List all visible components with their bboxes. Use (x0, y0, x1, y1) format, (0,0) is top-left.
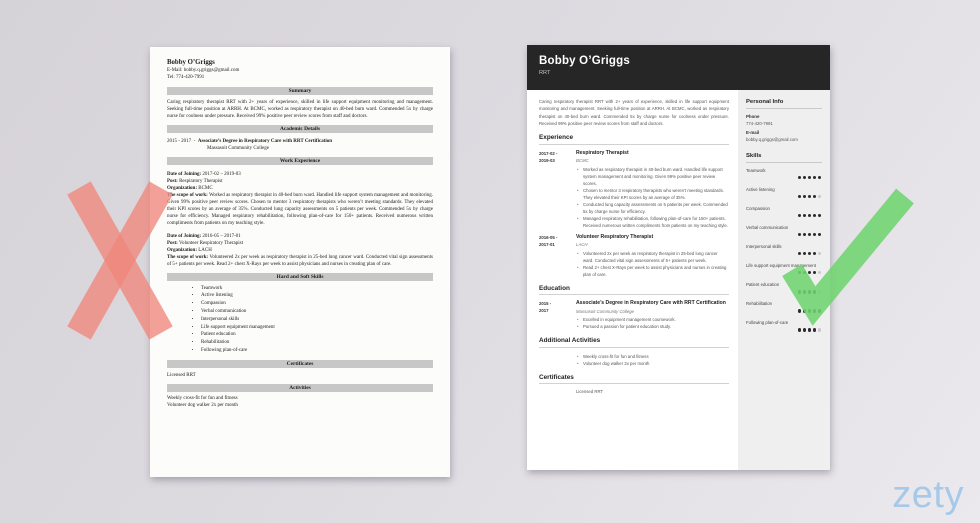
skill-rating (746, 328, 822, 331)
skill-dot (808, 176, 811, 179)
bad-skills-list (201, 285, 433, 355)
skill-rating (746, 233, 822, 236)
skill-dot (803, 233, 806, 236)
skill-dot (803, 176, 806, 179)
cross-stroke (79, 188, 161, 333)
date-from: 2017-02 - (539, 150, 558, 156)
entry-role: Respiratory Therapist (576, 149, 629, 156)
skill-dot (818, 271, 821, 274)
skill-dot (813, 252, 816, 255)
list-item: • Read 2+ chest X-Rays per week to assist physicians and nurses in creating plan of care. (576, 264, 729, 278)
email-label: E-mail (746, 129, 760, 135)
entry-content (576, 300, 729, 330)
entry-dates (539, 300, 576, 330)
entry-dates (539, 234, 576, 278)
skill-dot (803, 328, 806, 331)
list-item: • Volunteer dog walker 2x per month (576, 360, 729, 367)
list-item: • Life support equipment management (201, 324, 433, 332)
skill-name: Patient education (746, 281, 780, 287)
certificates-text: Licensed RRT (576, 389, 604, 395)
job-org-label: Organization: (167, 247, 197, 253)
phone-value: 774-420-7991 (746, 121, 773, 126)
skill-name: Interpersonal skills (746, 243, 782, 249)
skill-rating (746, 290, 822, 293)
date-to: 2017 (539, 308, 549, 314)
skill-dot (813, 309, 816, 312)
skill-dot (808, 214, 811, 217)
entry-bullets (576, 316, 729, 330)
certificates-entry (539, 389, 729, 394)
skill-dot (818, 290, 821, 293)
bad-resume-phone: Tel: 774-420-7991 (167, 74, 205, 80)
skill-dot (798, 328, 801, 331)
job-post-line (167, 240, 433, 247)
skill-rating (746, 309, 822, 312)
skill-name: Compassion (746, 205, 770, 211)
skill-dot (808, 271, 811, 274)
academic-degree: Associate’s Degree in Respiratory Care with RRT Certification (197, 138, 333, 144)
section-bar-academic-details: Academic Details (167, 125, 433, 133)
good-resume-job-title: RRT (539, 70, 551, 76)
skill-item (746, 244, 822, 256)
entry-dates (539, 353, 576, 367)
skill-rating (746, 271, 822, 274)
skill-rating (746, 176, 822, 179)
list-item: • Rehabilitation (201, 339, 433, 347)
skill-dot (803, 195, 806, 198)
skill-rating (746, 252, 822, 255)
skill-dot (818, 309, 821, 312)
bad-academic-entry (167, 138, 433, 152)
bad-resume-email: E-Mail: bobby.q.griggs@gmail.com (167, 68, 240, 73)
job-date-label: Date of Joining: (167, 233, 202, 239)
list-item: • Weekly cross-fit for fun and fitness (576, 353, 729, 360)
list-item: • Managed respiratory rehabilitation, following plan-of-care for 150+ patients. Received numerous written compliments from patients on my teaching style. (576, 215, 729, 229)
academic-dates: 2015 - 2017 (167, 138, 192, 144)
heading-certificates: Certificates (539, 374, 729, 385)
skill-dot (798, 214, 801, 217)
job-post-label: Post: (167, 240, 178, 246)
skill-dot (803, 252, 806, 255)
education-school: Massasoit Community College (576, 308, 635, 314)
entry-bullets (576, 166, 729, 229)
good-resume-main-column (527, 90, 738, 470)
job-scope-text: Volunteered 2x per week as respiratory therapist in 25-bed lung cancer ward. Conducted vital sign assessments of 5+ patients per week. Read 2+ chest X-Rays per week to assist physicians and nurses in creating plan of care. (167, 254, 433, 267)
skill-dot (818, 233, 821, 236)
job-date-line (167, 233, 433, 240)
job-org-label: Organization: (167, 185, 197, 191)
list-item: • Following plan-of-care (201, 347, 433, 355)
experience-entry (539, 234, 729, 278)
skill-item (746, 282, 822, 294)
skill-item (746, 206, 822, 218)
skill-dot (808, 233, 811, 236)
job-date-label: Date of Joining: (167, 171, 202, 177)
cross-stroke (79, 188, 161, 333)
skill-dot (818, 195, 821, 198)
skill-name: Active listening (746, 186, 775, 192)
skill-item (746, 263, 822, 275)
bad-resume-page (150, 47, 450, 477)
heading-education: Education (539, 285, 729, 296)
list-item: • Pursued a passion for patient education study. (576, 323, 729, 330)
education-degree: Associate’s Degree in Respiratory Care with RRT Certification (576, 300, 726, 307)
skill-dot (813, 271, 816, 274)
section-bar-activities: Activities (167, 384, 433, 392)
skill-dot (818, 328, 821, 331)
entry-dates (539, 389, 576, 394)
skill-dot (798, 290, 801, 293)
cross-mark-icon (79, 188, 161, 333)
good-resume-body (527, 90, 830, 470)
entry-dates (539, 150, 576, 229)
entry-bullets (576, 353, 729, 367)
job-post-label: Post: (167, 178, 178, 184)
skill-item (746, 301, 822, 313)
section-bar-work-experience: Work Experience (167, 157, 433, 165)
list-item: • Volunteered 2x per week as respiratory therapist in 25-bed lung cancer ward. Conducted vital sign assessments of 5+ patients per week. (576, 250, 729, 264)
skill-dot (808, 328, 811, 331)
skill-dot (813, 328, 816, 331)
job-scope-line (167, 192, 433, 227)
bad-activity-line: Weekly cross-fit for fun and fitness (167, 396, 238, 402)
skill-item (746, 187, 822, 199)
skill-dot (803, 271, 806, 274)
list-item: • Conducted lung capacity assessments on 5 patients per week. Commended 5x by charge nurse for efficiency. (576, 201, 729, 215)
skill-dot (808, 290, 811, 293)
academic-separator: - (193, 138, 196, 144)
list-item: • Teamwork (201, 285, 433, 293)
email-value: bobby.q.griggs@gmail.com (746, 136, 798, 142)
zety-logo: zety (892, 474, 964, 516)
job-post-line (167, 178, 433, 185)
bad-job-entry (167, 171, 433, 227)
skill-dot (798, 176, 801, 179)
section-bar-summary: Summary (167, 87, 433, 95)
skill-rating (746, 195, 822, 198)
entry-content (576, 234, 729, 278)
bad-summary-text: Caring respiratory therapist RRT with 2+ years of experience, skilled in life support equipment monitoring and management. Seeking full-time position at ARRH. At BCMC, worked as respiratory therapist on 40-bed burn ward. Commended 5x by charge nurse for coolness under pressure. Received 99% positive peer review scores from staff and doctors. (167, 99, 433, 119)
list-item: • Worked as respiratory therapist in 40-bed burn ward. Handled life support system management and monitoring. Given 99% positive peer review scores. (576, 166, 729, 187)
section-bar-certificates: Certificates (167, 360, 433, 368)
skill-dot (813, 195, 816, 198)
additional-activities-entry (539, 353, 729, 367)
job-post-value: Respiratory Therapist (179, 178, 223, 184)
job-scope-label: The scope of work: (167, 254, 209, 260)
skill-dot (803, 309, 806, 312)
skill-name: Life support equipment management (746, 262, 816, 268)
job-post-value: Volunteer Respiratory Therapist (179, 240, 243, 246)
job-date-value: 2017-02 – 2019-03 (202, 171, 241, 177)
skill-name: Verbal communication (746, 224, 789, 230)
job-org-line (167, 185, 433, 192)
entry-role: Volunteer Respiratory Therapist (576, 233, 654, 240)
list-item: • Excelled in equipment management coursework. (576, 316, 729, 323)
section-bar-hard-and-soft-skills: Hard and Soft Skills (167, 273, 433, 281)
job-org-line (167, 247, 433, 254)
job-scope-label: The scope of work: (167, 192, 208, 198)
date-from: 2016-05 - (539, 234, 558, 240)
skill-dot (798, 195, 801, 198)
skill-dot (813, 214, 816, 217)
entry-organization: LACH (576, 242, 588, 248)
skill-dot (803, 214, 806, 217)
skill-dot (808, 195, 811, 198)
entry-organization: BCMC (576, 158, 589, 164)
job-date-value: 2016-05 – 2017-01 (202, 233, 241, 239)
heading-personal-info: Personal Info (746, 99, 822, 109)
skill-name: Following plan-of-care (746, 320, 789, 326)
good-resume-name: Bobby O’Griggs (539, 55, 630, 67)
date-to: 2017-01 (539, 241, 555, 247)
experience-entry (539, 150, 729, 229)
list-item: • Verbal communication (201, 308, 433, 316)
entry-content (576, 150, 729, 229)
good-resume-header (527, 45, 830, 90)
list-item: • Chosen to mentor 3 respiratory therapists who weren’t meeting standards. They elevated their KPI scores by an average of 35%. (576, 187, 729, 201)
bad-resume-name: Bobby O’Griggs (167, 59, 215, 66)
good-resume-sidebar (738, 90, 830, 470)
heading-experience: Experience (539, 134, 729, 145)
skill-dot (798, 233, 801, 236)
skill-dot (813, 176, 816, 179)
heading-skills: Skills (746, 153, 822, 163)
date-from: 2015 - (539, 301, 552, 307)
skill-rating (746, 214, 822, 217)
list-item: • Active listening (201, 292, 433, 300)
bad-job-entry (167, 233, 433, 268)
skill-dot (813, 290, 816, 293)
entry-content (576, 389, 729, 394)
skill-name: Teamwork (746, 167, 766, 173)
heading-additional-activities: Additional Activities (539, 337, 729, 348)
skill-name: Rehabilitation (746, 301, 773, 307)
skill-dot (818, 214, 821, 217)
date-to: 2019-03 (539, 157, 555, 163)
job-org-value: LACH (198, 247, 212, 253)
education-entry (539, 300, 729, 330)
list-item: • Compassion (201, 300, 433, 308)
skill-dot (803, 290, 806, 293)
skill-dot (798, 309, 801, 312)
job-scope-line (167, 254, 433, 268)
skill-dot (813, 233, 816, 236)
job-date-line (167, 171, 433, 178)
good-resume-page (527, 45, 830, 470)
bad-certificates-text: Licensed RRT (167, 372, 196, 378)
job-scope-text: Worked as respiratory therapist in 40-bed burn ward. Handled life support system management and monitoring. Given 99% positive peer review scores. Chosen to mentor 3 respiratory therapists who weren’t meeting standards. They elevated their KPI scores by an average of 35%. Conducted lung capacity assessments on 5 patients per week. Commended 5x by charge nurse for efficiency. Managed respiratory rehabilitation, following plan-of-care for 150+ patients. Received numerous written compliments from patients on my teaching style. (167, 192, 433, 226)
phone-label: Phone (746, 114, 760, 119)
good-summary-text: Caring respiratory therapist RRT with 2+ years of experience, skilled in life support equipment monitoring and management. Seeking full-time position at ARRH. At BCMC, worked as respiratory therapist on 40-bed burn ward. Commended 5x by charge nurse for coolness under pressure. Received 99% positive peer review scores from staff and doctors. (539, 99, 729, 126)
skill-item (746, 320, 822, 332)
entry-bullets (576, 250, 729, 278)
skill-dot (818, 252, 821, 255)
skill-dot (818, 176, 821, 179)
list-item: • Interpersonal skills (201, 316, 433, 324)
entry-content (576, 353, 729, 367)
list-item: • Patient education (201, 331, 433, 339)
skill-dot (808, 252, 811, 255)
skill-dot (798, 252, 801, 255)
skill-dot (798, 271, 801, 274)
skill-dot (808, 309, 811, 312)
academic-school: Massasoit Community College (207, 145, 269, 151)
bad-activity-line: Volunteer dog walker 2x per month (167, 403, 238, 409)
job-org-value: BCMC (198, 185, 213, 191)
skill-item (746, 168, 822, 180)
skill-item (746, 225, 822, 237)
